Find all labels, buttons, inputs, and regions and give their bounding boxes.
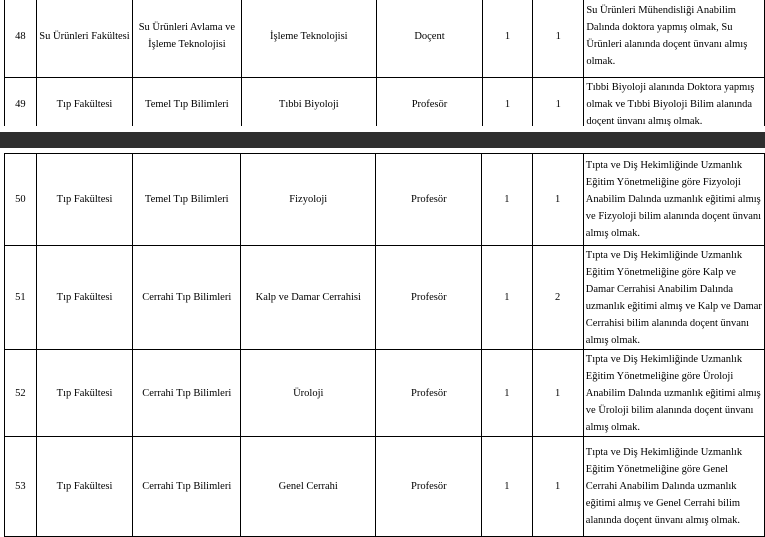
cell-department: Temel Tıp Bilimleri (133, 78, 241, 131)
cell-no: 52 (5, 350, 37, 437)
cell-title: Profesör (377, 78, 483, 131)
cell-faculty: Tıp Fakültesi (36, 350, 133, 437)
table-body (5, 154, 765, 537)
cell-degree: 1 (482, 437, 532, 537)
cell-no: 53 (5, 437, 37, 537)
cell-requirement: Su Ürünleri Mühendisliği Anabilim Dalında doktora yapmış olmak, Su Ürünleri alanında doçent ünvanı almış olmak. (584, 0, 765, 78)
positions-table-page-1 (4, 0, 765, 131)
cell-degree: 1 (482, 246, 532, 350)
cell-title: Profesör (376, 437, 482, 537)
cell-division: Fizyoloji (241, 154, 376, 246)
cell-title: Doçent (377, 0, 483, 78)
cell-department: Su Ürünleri Avlama ve İşleme Teknolojisi (133, 0, 241, 78)
cell-count: 2 (532, 246, 583, 350)
table-row (5, 350, 765, 437)
cell-count: 1 (532, 437, 583, 537)
cell-no: 48 (5, 0, 37, 78)
page-divider (0, 132, 765, 148)
positions-table-page-2 (4, 153, 765, 537)
table-row (5, 154, 765, 246)
cell-faculty: Su Ürünleri Fakültesi (36, 0, 132, 78)
cell-faculty: Tıp Fakültesi (36, 246, 133, 350)
cell-requirement: Tıpta ve Diş Hekimliğinde Uzmanlık Eğitim Yönetmeliğine göre Fizyoloji Anabilim Dalında uzmanlık eğitimi almış ve Fizyoloji bilim alanında doçent ünvanı almış olmak. (583, 154, 764, 246)
cell-no: 50 (5, 154, 37, 246)
cell-requirement: Tıpta ve Diş Hekimliğinde Uzmanlık Eğitim Yönetmeliğine göre Genel Cerrahi Anabilim Dalında uzmanlık eğitimi almış ve Genel Cerrahi bilim alanında doçent ünvanı almış olmak. (583, 437, 764, 537)
cell-degree: 1 (482, 154, 532, 246)
cell-count: 1 (532, 350, 583, 437)
cell-division: Tıbbi Biyoloji (241, 78, 377, 131)
cell-degree: 1 (482, 350, 532, 437)
cell-no: 51 (5, 246, 37, 350)
cell-department: Cerrahi Tıp Bilimleri (133, 437, 241, 537)
cell-division: İşleme Teknolojisi (241, 0, 377, 78)
cell-title: Profesör (376, 350, 482, 437)
cell-degree: 1 (482, 0, 532, 78)
cell-count: 1 (533, 0, 584, 78)
cell-title: Profesör (376, 246, 482, 350)
table-row (5, 0, 765, 78)
cell-requirement: Tıpta ve Diş Hekimliğinde Uzmanlık Eğitim Yönetmeliğine göre Kalp ve Damar Cerrahisi Anabilim Dalında uzmanlık eğitimi almış ve Kalp ve Damar Cerrahisi bilim alanında doçent ünvanı almış olmak. (583, 246, 764, 350)
cell-faculty: Tıp Fakültesi (36, 437, 133, 537)
cell-department: Cerrahi Tıp Bilimleri (133, 350, 241, 437)
cell-faculty: Tıp Fakültesi (36, 154, 133, 246)
table-body (5, 0, 765, 131)
cell-title: Profesör (376, 154, 482, 246)
cell-division: Genel Cerrahi (241, 437, 376, 537)
cell-count: 1 (532, 154, 583, 246)
cell-degree: 1 (482, 78, 532, 131)
cell-no: 49 (5, 78, 37, 131)
cell-requirement: Tıbbi Biyoloji alanında Doktora yapmış olmak ve Tıbbi Biyoloji Bilim alanında doçent ünvanı almış olmak. (584, 78, 765, 131)
cell-division: Kalp ve Damar Cerrahisi (241, 246, 376, 350)
cell-department: Temel Tıp Bilimleri (133, 154, 241, 246)
cell-faculty: Tıp Fakültesi (36, 78, 132, 131)
table-row (5, 246, 765, 350)
cell-requirement: Tıpta ve Diş Hekimliğinde Uzmanlık Eğitim Yönetmeliğine göre Üroloji Anabilim Dalında uzmanlık eğitimi almış ve Üroloji bilim alanında doçent ünvanı almış olmak. (583, 350, 764, 437)
table-row (5, 78, 765, 131)
cell-count: 1 (533, 78, 584, 131)
cell-department: Cerrahi Tıp Bilimleri (133, 246, 241, 350)
table-row (5, 437, 765, 537)
cell-division: Üroloji (241, 350, 376, 437)
